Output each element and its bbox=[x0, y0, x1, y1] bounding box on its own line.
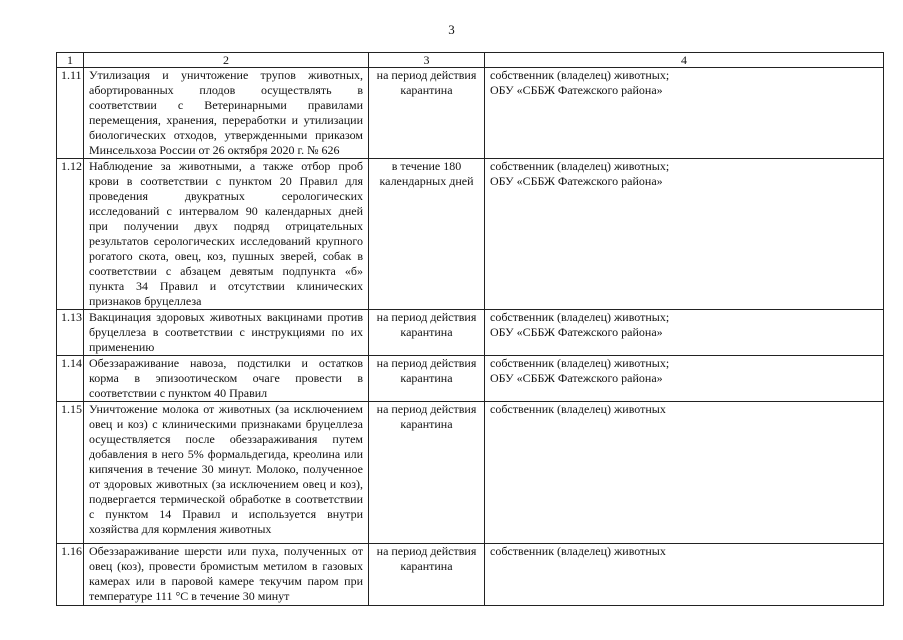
row-number: 1.11 bbox=[57, 68, 84, 159]
row-number: 1.13 bbox=[57, 310, 84, 356]
row-number: 1.15 bbox=[57, 402, 84, 544]
column-header-2: 2 bbox=[84, 53, 369, 68]
row-responsible: собственник (владелец) животных; ОБУ «СББЖ Фатежского района» bbox=[485, 356, 884, 402]
row-measure-text: Вакцинация здоровых животных вакцинами против бруцеллеза в соответствии с инструкциями по их применению bbox=[84, 310, 369, 356]
row-responsible: собственник (владелец) животных; ОБУ «СББЖ Фатежского района» bbox=[485, 310, 884, 356]
table-row bbox=[57, 310, 884, 356]
table-row bbox=[57, 402, 884, 544]
table-row bbox=[57, 159, 884, 310]
row-responsible: собственник (владелец) животных; ОБУ «СББЖ Фатежского района» bbox=[485, 68, 884, 159]
row-responsible: собственник (владелец) животных bbox=[485, 544, 884, 606]
row-term: на период действия карантина bbox=[369, 356, 485, 402]
table-row bbox=[57, 356, 884, 402]
measures-table bbox=[56, 52, 884, 606]
row-term: на период действия карантина bbox=[369, 402, 485, 544]
row-measure-text: Обеззараживание навоза, подстилки и остатков корма в эпизоотическом очаге провести в соответствии с пунктом 40 Правил bbox=[84, 356, 369, 402]
column-header-4: 4 bbox=[485, 53, 884, 68]
row-term: на период действия карантина bbox=[369, 310, 485, 356]
row-responsible: собственник (владелец) животных; ОБУ «СББЖ Фатежского района» bbox=[485, 159, 884, 310]
row-measure-text: Утилизация и уничтожение трупов животных, абортированных плодов осуществлять в соответствии с Ветеринарными правилами перемещения, хранения, переработки и утилизации биологических отходов, утвержденными приказом Минсельхоза России от 26 октября 2020 г. № 626 bbox=[84, 68, 369, 159]
row-number: 1.16 bbox=[57, 544, 84, 606]
row-measure-text: Обеззараживание шерсти или пуха, полученных от овец (коз), провести бромистым метилом в газовых камерах или в паровой камере текучим паром при температуре 111 °С в течение 30 минут bbox=[84, 544, 369, 606]
row-measure-text: Уничтожение молока от животных (за исключением овец и коз) с клиническими признаками бруцеллеза осуществляется после обеззараживания путем добавления в него 5% формальдегида, креолина или кипячения в течение 30 минут. Молоко, полученное от здоровых животных (за исключением овец и коз), подвергается термической обработке в соответствии с пунктом 14 Правил и используется внутри хозяйства для кормления животных bbox=[84, 402, 369, 544]
table-row bbox=[57, 68, 884, 159]
row-term: на период действия карантина bbox=[369, 544, 485, 606]
row-number: 1.14 bbox=[57, 356, 84, 402]
column-header-3: 3 bbox=[369, 53, 485, 68]
table-header-row bbox=[57, 53, 884, 68]
row-term: в течение 180 календарных дней bbox=[369, 159, 485, 310]
column-header-1: 1 bbox=[57, 53, 84, 68]
table-row bbox=[57, 544, 884, 606]
page-number: 3 bbox=[448, 22, 455, 37]
row-measure-text: Наблюдение за животными, а также отбор проб крови в соответствии с пунктом 20 Правил для проведения двукратных серологических исследований с интервалом 90 календарных дней при получении двух подряд отрицательных результатов серологических исследований крупного рогатого скота, овец, коз, пушных зверей, собак в соответствии с абзацем девятым подпункта «б» пункта 34 Правил и отсутствии клинических признаков бруцеллеза bbox=[84, 159, 369, 310]
row-term: на период действия карантина bbox=[369, 68, 485, 159]
row-number: 1.12 bbox=[57, 159, 84, 310]
row-responsible: собственник (владелец) животных bbox=[485, 402, 884, 544]
